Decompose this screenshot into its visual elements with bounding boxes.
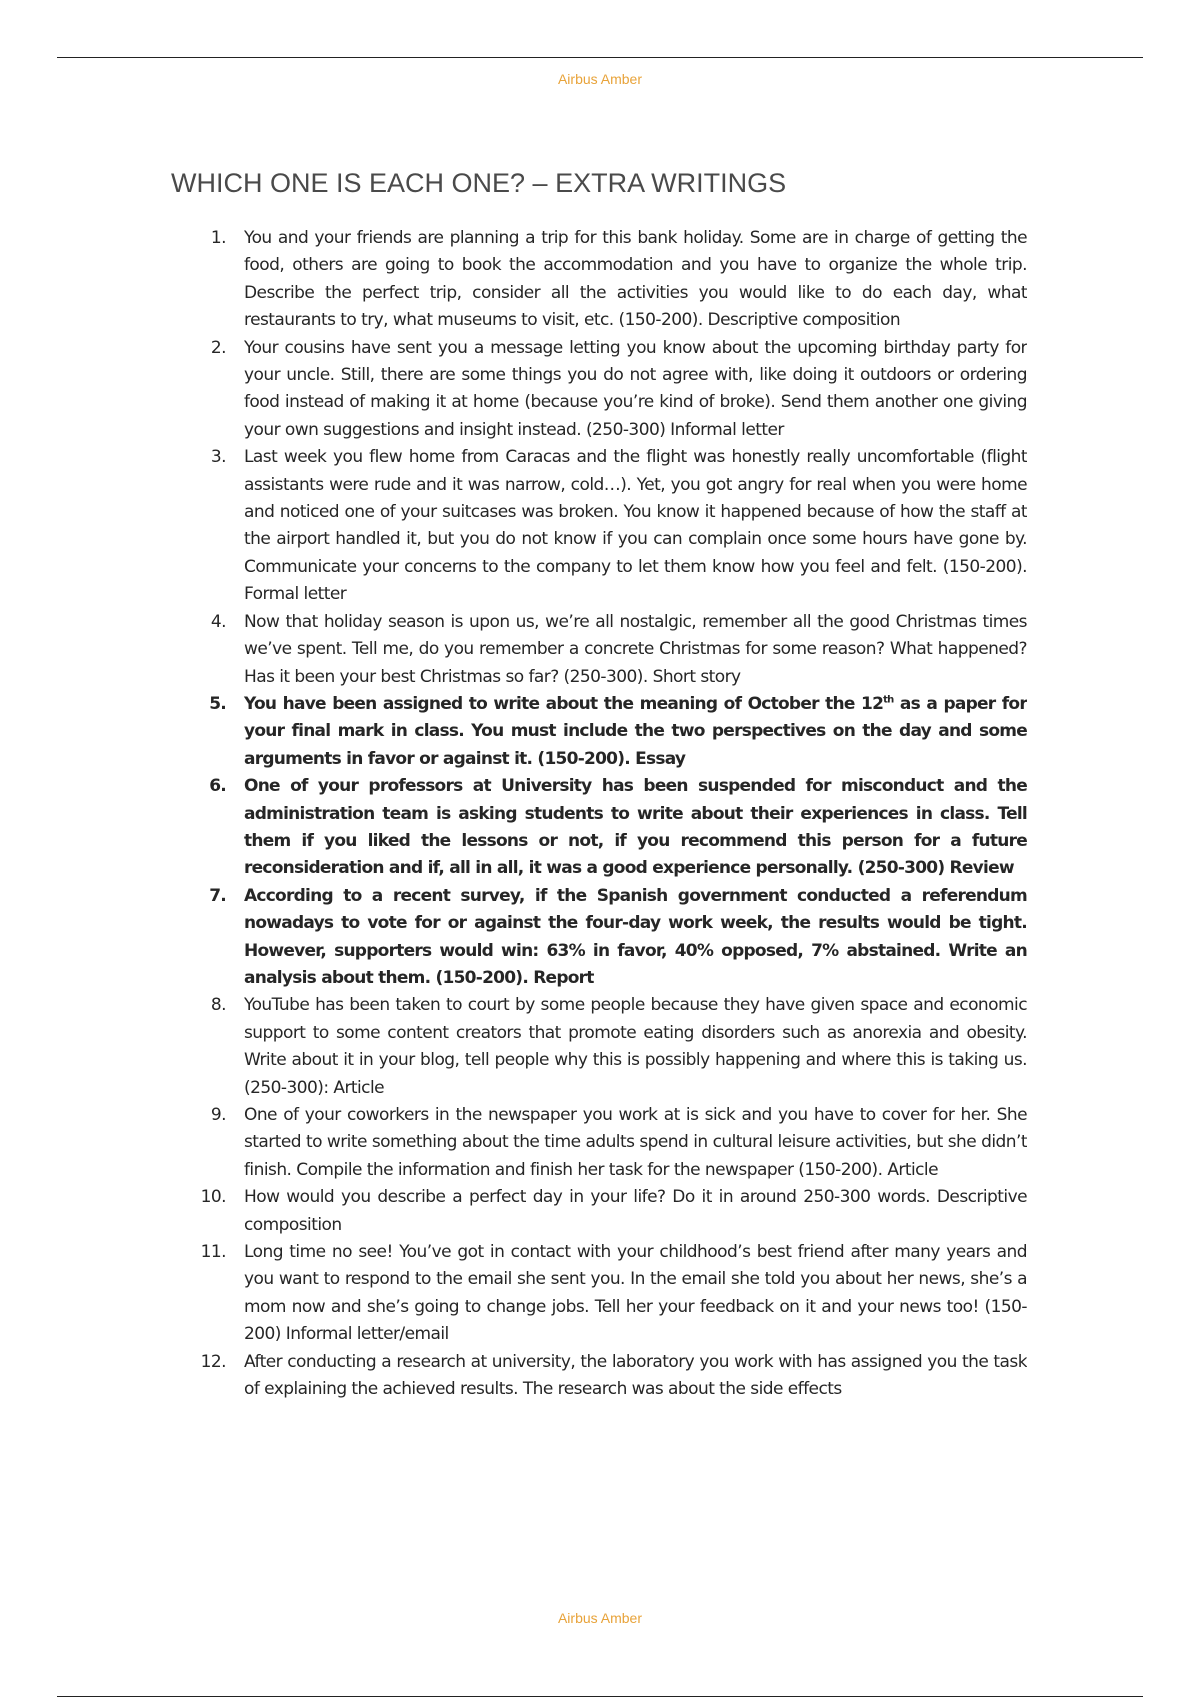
task-number: 6. [209, 776, 226, 797]
task-item-2 [192, 335, 1027, 445]
task-item-5 [192, 691, 1027, 773]
document-title: WHICH ONE IS EACH ONE? – EXTRA WRITINGS [171, 168, 787, 198]
task-text-part: as a paper for your final mark in class. You must include the two perspectives on the day and some arguments in favor or against it. (150-200). Essay [244, 693, 1027, 769]
footer-classification-label: Airbus Amber [557, 1610, 643, 1626]
task-number: 9. [210, 1105, 226, 1125]
task-text: YouTube has been taken to court by some people because they have given space and economic support to some content creators that promote eating disorders such as anorexia and obesity. Write about it in your blog, tell people why this is possibly happening and where this is taking us. (250-300): Article [244, 995, 1027, 1098]
task-text: Your cousins have sent you a message letting you know about the upcoming birthday party for your uncle. Still, there are some things you do not agree with, like doing it outdoors or ordering food instead of making it at home (because you’re kind of broke). Send them another one giving your own suggestions and insight instead. (250-300) Informal letter [244, 337, 1027, 440]
task-text: One of your professors at University has been suspended for misconduct and the administration team is asking students to write about their experiences in class. Tell them if you liked the lessons or not, if you recommend this person for a future reconsideration and if, all in all, it was a good experience personally. (250-300) Review [244, 776, 1027, 879]
task-item-11 [192, 1239, 1027, 1349]
task-item-3 [192, 444, 1027, 608]
task-number: 3. [210, 447, 226, 468]
task-text: One of your coworkers in the newspaper you work at is sick and you have to cover for her. She started to write something about the time adults spend in cultural leisure activities, but she didn’t finish. Compile the information and finish her task for the newspaper (150-200). Article [244, 1105, 1027, 1180]
task-text-part: You have been assigned to write about the meaning of October the 12 [244, 693, 884, 714]
task-text: Long time no see! You’ve got in contact with your childhood’s best friend after many years and you want to respond to the email she sent you. In the email she told you about her news, she’s a mom now and she’s going to change jobs. Tell her your feedback on it and your news too! (150-200) Informal letter/email [244, 1242, 1027, 1345]
task-item-1 [192, 225, 1027, 335]
task-number: 4. [210, 611, 226, 632]
task-item-7 [192, 883, 1027, 993]
task-item-9 [192, 1102, 1027, 1184]
task-number: 10. [200, 1187, 226, 1208]
task-number: 5. [209, 693, 226, 714]
writing-task-list [192, 225, 1027, 1515]
task-text: How would you describe a perfect day in your life? Do it in around 250-300 words. Descriptive composition [244, 1187, 1027, 1235]
task-number: 12. [200, 1351, 226, 1372]
task-text: Now that holiday season is upon us, we’re all nostalgic, remember all the good Christmas times we’ve spent. Tell me, do you remember a concrete Christmas for some reason? What happened? Has it been your best Christmas so far? (250-300). Short story [244, 611, 1027, 687]
task-number: 1. [210, 228, 226, 248]
task-number: 7. [209, 885, 226, 906]
header-classification-label: Airbus Amber [557, 71, 643, 87]
task-number: 2. [210, 337, 226, 358]
task-text: You and your friends are planning a trip for this bank holiday. Some are in charge of getting the food, others are going to book the accommodation and you have to organize the whole trip. Describe the perfect trip, consider all the activities you would like to do each day, what restaurants to try, what museums to visit, etc. (150-200). Descriptive composition [244, 228, 1027, 331]
ordinal-superscript: th [883, 694, 894, 706]
task-item-4 [192, 609, 1027, 691]
task-item-12 [192, 1349, 1027, 1404]
task-item-6 [192, 773, 1027, 883]
header-rule [57, 57, 1143, 58]
task-number: 8. [210, 995, 226, 1016]
task-text: According to a recent survey, if the Spanish government conducted a referendum nowadays to vote for or against the four-day work week, the results would be tight. However, supporters would win: 63% in favor, 40% opposed, 7% abstained. Write an analysis about them. (150-200). Report [244, 885, 1027, 988]
task-text [244, 694, 1027, 769]
footer-rule [57, 1696, 1143, 1697]
task-item-8 [192, 992, 1027, 1102]
task-text: After conducting a research at university, the laboratory you work with has assigned you the task of explaining the achieved results. The research was about the side effects [244, 1351, 1027, 1400]
task-number: 11. [200, 1242, 226, 1263]
task-item-10 [192, 1184, 1027, 1239]
task-text: Last week you flew home from Caracas and the flight was honestly really uncomfortable (flight assistants were rude and it was narrow, cold…). Yet, you got angry for real when you were home and noticed one of your suitcases was broken. You know it happened because of how the staff at the airport handled it, but you do not know if you can complain once some hours have gone by. Communicate your concerns to the company to let them know how you feel and felt. (150-200). Formal letter [244, 447, 1027, 605]
